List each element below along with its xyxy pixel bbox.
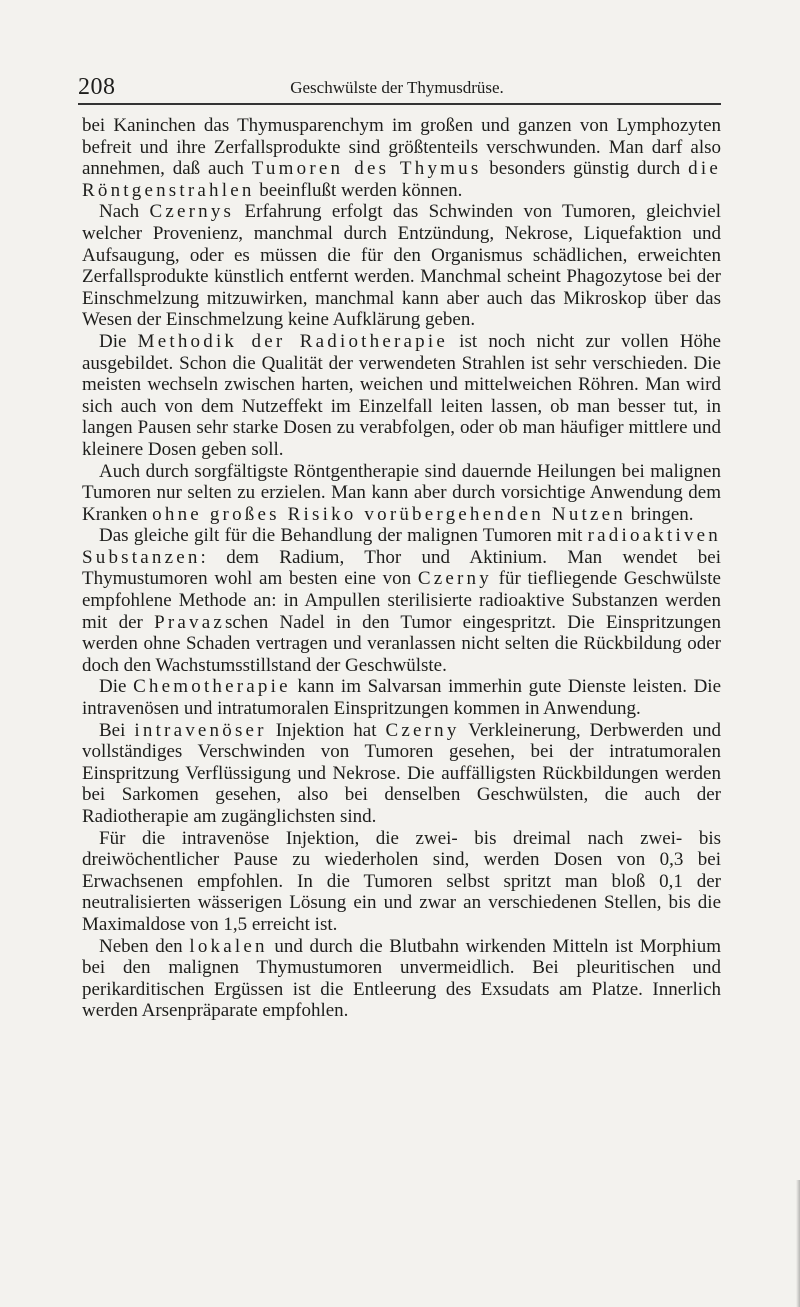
spaced-emphasis: lokalen [189,935,268,957]
page-header [78,72,716,102]
spaced-emphasis: radioaktiven Substanzen [82,525,721,568]
running-title: Geschwülste der Thymusdrüse. [290,78,504,97]
spaced-emphasis: die Röntgenstrahlen [82,158,721,201]
header-rule [78,103,721,105]
paragraph: Bei intravenöser Injektion hat Czerny Verkleinerung, Derbwerden und vollständiges Verschwinden von Tumoren gesehen, bei der intratumoralen Einspritzung Verflüssigung und Nekrose. Die auffälligsten Rückbildungen werden bei Sarkomen gesehen, also bei denselben Geschwülsten, die auch der Radiotherapie am zugänglichsten sind. [82,719,721,827]
paragraph: bei Kaninchen das Thymusparenchym im großen und ganzen von Lymphozyten befreit und ihre Zerfallsprodukte sind größtenteils verschwunden. Man darf also annehmen, daß auch Tumoren des Thymus besonders günstig durch die Röntgenstrahlen beeinflußt werden können. [82,115,721,201]
paragraph: Das gleiche gilt für die Behandlung der malignen Tumoren mit radioaktiven Substanzen: dem Radium, Thor und Aktinium. Man wendet bei Thymustumoren wohl am besten eine von Czerny für tiefliegende Geschwülste empfohlene Methode an: in Ampullen sterilisierte radioaktive Substanzen werden mit der Pravazschen Nadel in den Tumor eingespritzt. Die Einspritzungen werden ohne Schaden vertragen und veranlassen nicht selten die Rückbildung oder doch den Wachstumsstillstand der Geschwülste. [82,525,721,676]
spaced-emphasis: Tumoren des Thymus [251,158,482,180]
spaced-emphasis: Chemotherapie [133,676,291,698]
paragraph: Die Methodik der Radiotherapie ist noch nicht zur vollen Höhe ausgebildet. Schon die Qualität der verwendeten Strahlen ist sehr verschieden. Die meisten wechseln zwischen harten, weichen und mittelweichen Röhren. Man wird sich auch von dem Nutzeffekt im Einzelfall leiten lassen, ob man besser tut, in langen Pausen sehr starke Dosen zu verabfolgen, oder ob man häufiger mittlere und kleinere Dosen geben soll. [82,330,721,460]
spaced-emphasis: Czernys [149,201,235,223]
spaced-emphasis: Czerny [417,568,492,590]
spaced-emphasis: Czerny [385,719,460,741]
paragraph: Die Chemotherapie kann im Salvarsan immerhin gute Dienste leisten. Die intravenösen und intratumoralen Einspritzungen kommen in Anwendung. [82,676,721,720]
spaced-emphasis: Pravaz [154,611,225,633]
spaced-emphasis: ohne großes Risiko vorübergehenden Nutzen [152,503,626,525]
paragraph: Neben den lokalen und durch die Blutbahn wirkenden Mitteln ist Morphium bei den malignen Thymustumoren unvermeidlich. Bei pleuritischen und perikarditischen Ergüssen ist die Entleerung des Exsudats am Platze. Innerlich werden Arsenpräparate empfohlen. [82,935,721,1022]
page-number: 208 [78,74,116,100]
paragraph: Nach Czernys Erfahrung erfolgt das Schwinden von Tumoren, gleichviel welcher Provenienz, manchmal durch Entzündung, Nekrose, Liquefaktion und Aufsaugung, oder es müssen die für den Organismus schädlichen, erweichten Zerfallsprodukte künstlich entfernt werden. Manchmal scheint Phagozytose bei der Einschmelzung mitzuwirken, manchmal kann aber auch das Mikroskop über das Wesen der Einschmelzung keine Aufklärung geben. [82,201,721,331]
paragraph: Auch durch sorgfältigste Röntgentherapie sind dauernde Heilungen bei malignen Tumoren nur selten zu erzielen. Man kann aber durch vorsichtige Anwendung dem Kranken ohne großes Risiko vorübergehenden Nutzen bringen. [82,460,721,525]
spaced-emphasis: Methodik der Radiotherapie [137,330,448,352]
body-text [82,115,721,1022]
page-edge-shadow [796,1180,800,1307]
spaced-emphasis: intravenöser [134,719,267,741]
paragraph: Für die intravenöse Injektion, die zwei- bis dreimal nach zwei- bis dreiwöchentlicher Pause zu wiederholen sind, werden Dosen von 0,3 bei Erwachsenen empfohlen. In die Tumoren selbst spritzt man bloß 0,1 der neutralisierten wässerigen Lösung ein und zwar an verschiedenen Stellen, bis die Maximaldose von 1,5 erreicht ist. [82,827,721,935]
